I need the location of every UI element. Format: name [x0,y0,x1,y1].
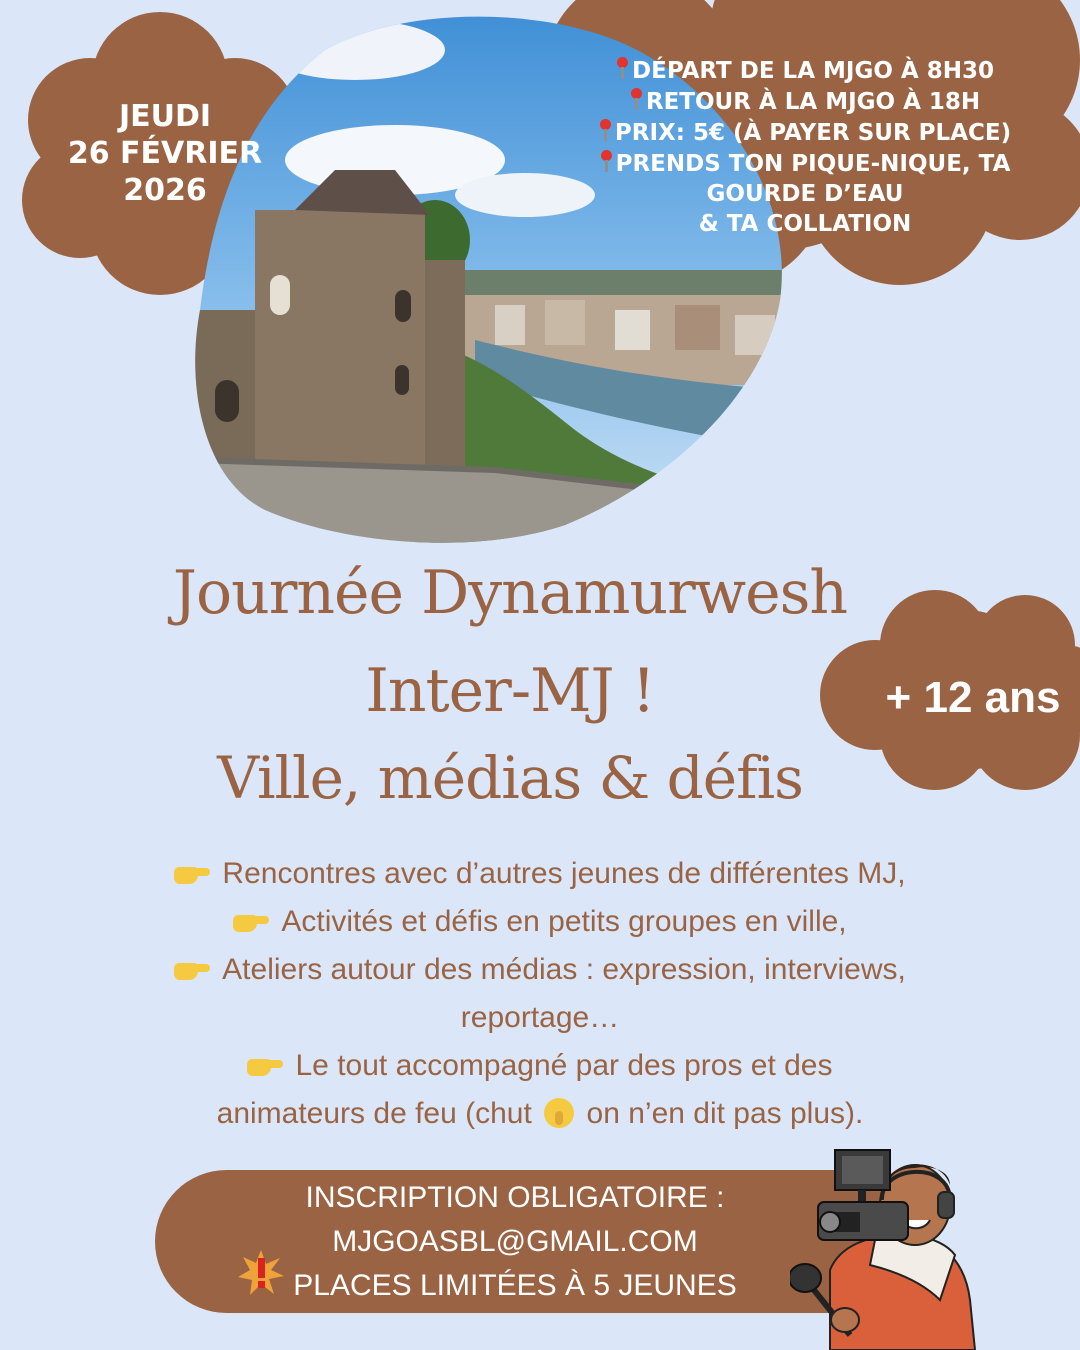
title-line-1: Journée Dynamurwesh [172,558,848,628]
activity-pros: Le tout accompagné par des pros et des [60,1042,1020,1090]
event-date [55,98,275,209]
info-line-departure: DÉPART DE LA MJGO À 8H30 [560,55,1050,86]
registration-limit: PLACES LIMITÉES À 5 JEUNES [293,1269,737,1302]
registration-email[interactable]: MJGOASBL@GMAIL.COM [332,1225,698,1258]
info-line-picnic: PRENDS TON PIQUE-NIQUE, TA [560,148,1050,179]
info-line-snack: & TA COLLATION [698,211,912,237]
activities-list [60,850,1020,1138]
round-pushpin-icon [616,55,628,81]
activity-challenges: Activités et défis en petits groupes en ville, [60,898,1020,946]
registration-required: INSCRIPTION OBLIGATOIRE : [305,1181,725,1214]
pointing-hand-icon [174,861,210,885]
date-weekday: JEUDI [118,99,212,134]
date-year: 2026 [123,173,207,208]
info-line-bottle: GOURDE D’EAU [706,181,904,207]
info-line-price: PRIX: 5€ (À PAYER SUR PLACE) [560,117,1050,148]
title-line-2: Inter-MJ ! [365,656,655,726]
activity-pros-cont: animateurs de feu (chut on n’en dit pas plus). [216,1097,864,1130]
pointing-hand-icon [233,909,269,933]
pointing-hand-icon [247,1053,283,1077]
info-line-return: RETOUR À LA MJGO À 18H [560,86,1050,117]
practical-info [560,55,1050,239]
camera-operator-illustration [790,1140,990,1350]
age-badge: + 12 ans [885,673,1061,722]
activity-media-workshops: Ateliers autour des médias : expression, interviews, [60,946,1020,994]
round-pushpin-icon [600,148,612,174]
pointing-hand-icon [174,957,210,981]
title-line-3: Ville, médias & défis [217,744,803,812]
activity-media-workshops-cont: reportage… [460,1001,620,1034]
shushing-face-icon [544,1098,574,1128]
round-pushpin-icon [630,86,642,112]
registration-info [240,1176,790,1308]
activity-meetings: Rencontres avec d’autres jeunes de différentes MJ, [60,850,1020,898]
date-day-month: 26 FÉVRIER [67,136,263,171]
round-pushpin-icon [599,117,611,143]
